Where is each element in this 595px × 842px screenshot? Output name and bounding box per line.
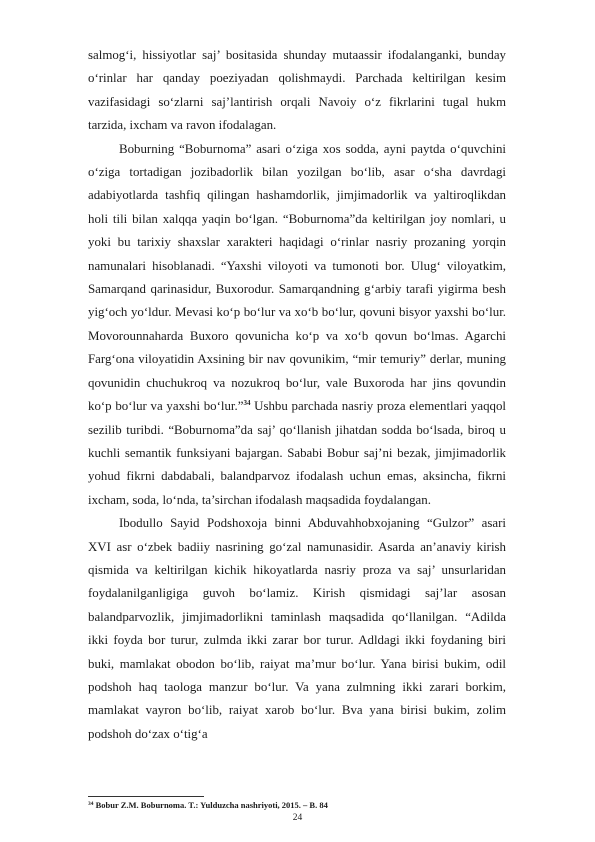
footnote <box>88 800 506 810</box>
paragraph-1-text: salmog‘i, hissiyotlar saj’ bositasida shunday mutaassir ifodalanganki, bunday o‘rinlar har qanday poeziyadan qolishmaydi. Parchada keltirilgan kesim vazifasidagi so‘zlarni saj’lantirish orqali Navoiy o‘z fikrlarini tugal hukm tarzida, ixcham va ravon ifodalagan. <box>88 48 506 133</box>
footnote-reference[interactable]: 34 <box>243 399 251 408</box>
paragraph-2 <box>88 138 506 513</box>
paragraph-2-text-continued: Ushbu parchada nasriy proza elementlari yaqqol sezilib turibdi. “Boburnoma”da saj’ qo‘llanish jihatdan sodda bo‘lsada, biroq u kuchli semantik funksiyani bajargan. Sababi Bobur saj’ni bezak, jimjimadorlik yohud fikrni dabdabali, balandparvoz ifodalash uchun emas, aksincha, fikrni ixcham, soda, lo‘nda, ta’sirchan ifodalash maqsadida foydalangan. <box>88 399 506 507</box>
footnote-mark: 34 <box>88 801 94 807</box>
paragraph-3 <box>88 512 506 746</box>
page-number: 24 <box>292 813 303 823</box>
footnote-separator <box>88 796 204 797</box>
paragraph-1 <box>88 44 506 138</box>
paragraph-2-text: Boburning “Boburnoma” asari o‘ziga xos sodda, ayni paytda o‘quvchini o‘ziga tortadigan jozibadorlik bilan yozilgan bo‘lib, asar o‘sha davrdagi adabiyotlarda tashfiq qilingan hashamdorlik, jimjimadorlik va yaltiroqlikdan holi tili bilan xalqqa yaqin bo‘lgan. “Boburnoma”da keltirilgan joy nomlari, u yoki bu tarixiy shaxslar xarakteri haqidagi o‘rinlar nasriy prozaning yorqin namunalari hisoblanadi. “Yaxshi viloyoti va tumonoti bor. Ulug‘ viloyatkim, Samarqand qarinasidur, Buxorodur. Samarqandning g‘arbiy tarafi yigirma besh yig‘och yo‘ldur. Mevasi ko‘p bo‘lur va xo‘b bo‘lur, qovuni bisyor yaxshi bo‘lur. Movorounnaharda Buxoro qovunicha ko‘p va xo‘b qovun bo‘lmas. Agarchi Farg‘ona viloyatidin Axsining bir nav qovunikim, “mir temuriy” derlar, muning qovunidin chuchukroq va nozukroq bo‘lur, vale Buxoroda har jins qovundin ko‘p bo‘lur va yaxshi bo‘lur.” <box>88 141 506 414</box>
page-body <box>88 44 506 746</box>
footnote-text: Bobur Z.M. Boburnoma. T.: Yulduzcha nashriyoti, 2015. – B. 84 <box>93 800 328 810</box>
paragraph-3-text: Ibodullo Sayid Podshoxoja binni Abduvahhobxojaning “Gulzor” asari XVI asr o‘zbek badiiy nasrining go‘zal namunasidir. Asarda an’anaviy kirish qismida va keltirilgan kichik hikoyatlarda nasriy proza va saj’ unsurlaridan foydalanilganligiga guvoh bo‘lamiz. Kirish qismidagi saj’lar asosan balandparvozlik, jimjimadorlikni taminlash maqsadida qo‘llanilgan. “Adilda ikki foyda bor turur, zulmda ikki zarar bor turur. Adldagi ikki foydaning biri buki, mamlakat obodon bo‘lib, raiyat ma’mur bo‘lur. Yana birisi bukim, odil podshoh haq taologa manzur bo‘lur. Va yana zulmning ikki zarari borkim, mamlakat vayron bo‘lib, raiyat xarob bo‘lur. Bva yana birisi bukim, zolim podshoh do‘zax o‘tig‘a <box>88 516 506 741</box>
